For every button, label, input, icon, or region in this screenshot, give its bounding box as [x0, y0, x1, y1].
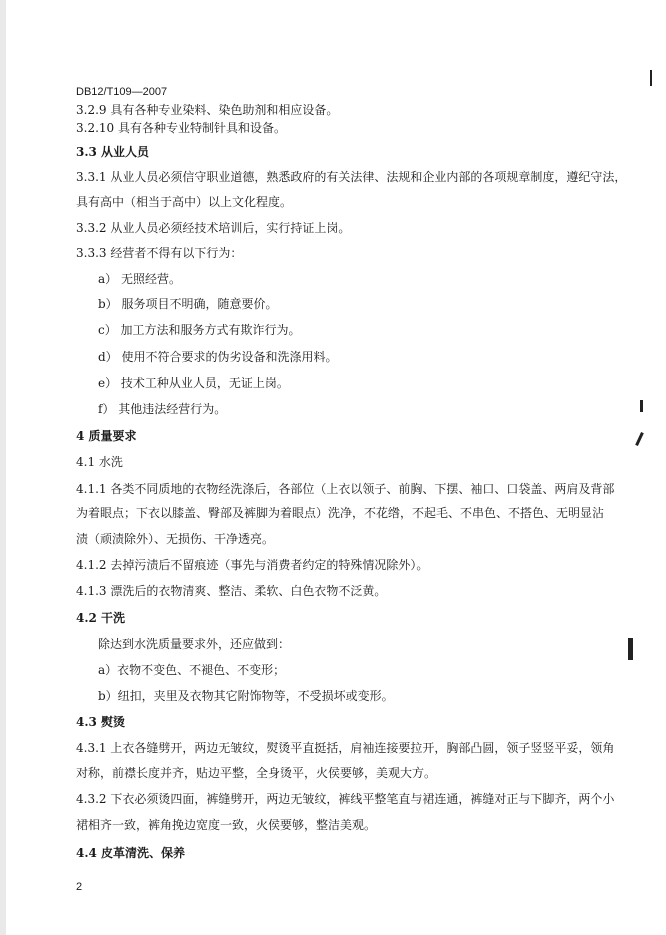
clause-4-1-3: 4.1.3 漂洗后的衣物清爽、整洁、柔软、白色衣物不泛黄。 — [76, 584, 387, 598]
clause-4-1-1-line1: 4.1.1 各类不同质地的衣物经洗涤后，各部位（上衣以领子、前胸、下摆、袖口、口袋盖、两肩及背部 — [76, 482, 615, 496]
section-heading-4-2: 4.2 干洗 — [76, 611, 126, 625]
section-heading-3-3: 3.3 从业人员 — [76, 145, 150, 159]
clause-4-1-1-line3: 渍（顽渍除外）、无损伤、干净透亮。 — [76, 532, 275, 546]
clause-3-3-1-line1: 3.3.1 从业人员必须信守职业道德，熟悉政府的有关法律、法规和企业内部的各项规章制度，遵纪守法， — [76, 170, 627, 184]
clause-4-3-1-line1: 4.3.1 上衣各缝劈开，两边无皱纹，熨烫平直挺括，肩袖连接要拉开，胸部凸圆，领子竖竖平妥，领角 — [76, 741, 615, 755]
list-item-f: f） 其他违法经营行为。 — [98, 402, 227, 416]
list-item-b: b） 服务项目不明确，随意要价。 — [98, 297, 278, 311]
scan-speck — [640, 400, 643, 412]
section-heading-4-4: 4.4 皮革清洗、保养 — [76, 846, 186, 860]
clause-3-3-2: 3.3.2 从业人员必须经技术培训后，实行持证上岗。 — [76, 221, 351, 235]
clause-4-2-intro: 除达到水洗质量要求外，还应做到： — [98, 637, 291, 651]
scan-edge-shadow — [0, 0, 6, 935]
clause-3-3-3: 3.3.3 经营者不得有以下行为： — [76, 246, 243, 260]
clause-4-3-2-line1: 4.3.2 下衣必须烫四面，裤缝劈开，两边无皱纹，裤线平整笔直与裙连通，裤缝对正与下脚齐，两个小 — [76, 792, 615, 806]
clause-4-1-2: 4.1.2 去掉污渍后不留痕迹（事先与消费者约定的特殊情况除外）。 — [76, 558, 429, 572]
scan-speck — [628, 638, 633, 660]
scan-speck — [635, 432, 644, 446]
list-item-e: e） 技术工种从业人员，无证上岗。 — [98, 376, 289, 390]
clause-4-3-1-line2: 对称，前襟长度并齐，贴边平整，全身烫平，火侯要够，美观大方。 — [76, 766, 437, 780]
page-number: 2 — [76, 881, 83, 893]
scan-speck — [650, 70, 652, 86]
clause-4-3-2-line2: 裙相齐一致，裤角挽边宽度一致，火侯要够，整洁美观。 — [76, 818, 377, 832]
clause-3-2-10: 3.2.10 具有各种专业特制针具和设备。 — [76, 121, 286, 135]
section-heading-4-3: 4.3 熨烫 — [76, 715, 126, 729]
document-code: DB12/T109—2007 — [76, 86, 168, 98]
clause-4-2-b: b）纽扣，夹里及衣物其它附饰物等，不受损坏或变形。 — [98, 689, 394, 703]
section-heading-4: 4 质量要求 — [76, 429, 137, 443]
section-heading-4-1: 4.1 水洗 — [76, 455, 123, 469]
list-item-d: d） 使用不符合要求的伪劣设备和洗涤用料。 — [98, 350, 338, 364]
clause-4-1-1-line2: 为着眼点；下衣以膝盖、臀部及裤脚为着眼点）洗净，不花绺，不起毛、不串色、不搭色、无明显沾 — [76, 506, 605, 520]
clause-4-2-a: a）衣物不变色、不褪色、不变形； — [98, 663, 286, 677]
list-item-a: a） 无照经营。 — [98, 272, 181, 286]
clause-3-3-1-line2: 具有高中（相当于高中）以上文化程度。 — [76, 195, 293, 209]
list-item-c: c） 加工方法和服务方式有欺诈行为。 — [98, 323, 301, 337]
clause-3-2-9: 3.2.9 具有各种专业染料、染色助剂和相应设备。 — [76, 103, 339, 117]
